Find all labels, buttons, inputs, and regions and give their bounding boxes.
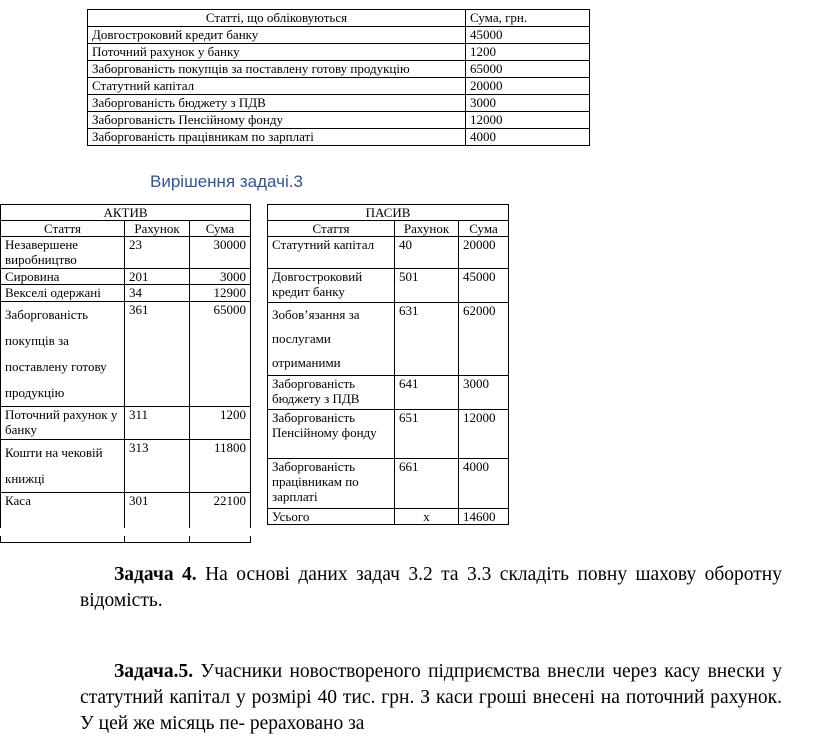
table-row	[88, 95, 590, 112]
liabilities-header-sum: Сума	[459, 221, 509, 237]
liabilities-header-row	[268, 221, 509, 237]
article-cell: Поточний рахунок у банку	[88, 44, 466, 61]
sum-cell: 65000	[466, 61, 590, 78]
liabilities-table	[267, 204, 509, 525]
liabilities-title: ПАСИВ	[268, 205, 509, 221]
article-cell: Заборгованість бюджету з ПДВ	[88, 95, 466, 112]
sum-cell: 62000	[459, 303, 509, 376]
sum-cell: 1200	[466, 44, 590, 61]
liabilities-header-article: Стаття	[268, 221, 395, 237]
account-cell: 301	[125, 493, 190, 543]
article-cell: Заборгованість покупців за поставлену готову продукцію	[88, 61, 466, 78]
article-cell: Заборгованість Пенсійному фонду	[88, 112, 466, 129]
table-row	[1, 237, 251, 269]
article-cell: Незавершене виробництво	[1, 237, 125, 269]
sum-cell: 30000	[190, 237, 251, 269]
article-cell: Поточний рахунок у банку	[1, 407, 125, 440]
sum-cell: 14600	[459, 509, 509, 525]
accounts-table-header	[88, 10, 590, 27]
liabilities-title-row	[268, 205, 509, 221]
article-cell: Довгостроковий кредит банку	[88, 27, 466, 44]
sum-cell: 12900	[190, 285, 251, 302]
assets-header-row	[1, 221, 251, 237]
assets-title: АКТИВ	[1, 205, 251, 221]
article-cell: Заборгованість працівникам по зарплаті	[268, 459, 395, 509]
task-4-text: На основі даних задач 3.2 та 3.3 складіть повну шахову оборотну відомість.	[80, 564, 782, 611]
table-row	[268, 269, 509, 303]
account-cell: 311	[125, 407, 190, 440]
account-cell: 201	[125, 269, 190, 285]
sum-cell: 12000	[459, 410, 509, 459]
account-cell: 501	[395, 269, 459, 303]
table-row	[268, 509, 509, 525]
sum-cell: 45000	[466, 27, 590, 44]
table-row	[1, 407, 251, 440]
task-4-paragraph	[80, 562, 782, 614]
liabilities-header-account: Рахунок	[395, 221, 459, 237]
table-row	[1, 440, 251, 493]
table-row	[268, 459, 509, 509]
account-cell: 631	[395, 303, 459, 376]
account-cell: 361	[125, 302, 190, 407]
account-cell: 313	[125, 440, 190, 493]
sum-cell: 22100	[190, 493, 251, 543]
task-5-label: Задача.5.	[114, 661, 194, 682]
accounts-header-sum: Сума, грн.	[466, 10, 590, 27]
article-cell: Зобов’язання за послугами отриманими	[268, 303, 395, 376]
sum-cell: 20000	[466, 78, 590, 95]
table-row	[88, 27, 590, 44]
assets-header-account: Рахунок	[125, 221, 190, 237]
account-cell: 661	[395, 459, 459, 509]
task-4-label: Задача 4.	[114, 564, 197, 585]
accounts-header-article: Статті, що обліковуються	[88, 10, 466, 27]
table-row	[88, 129, 590, 146]
table-row	[88, 112, 590, 129]
sum-cell: 3000	[459, 376, 509, 410]
article-cell: Заборгованість бюджету з ПДВ	[268, 376, 395, 410]
table-row	[1, 269, 251, 285]
account-cell: 34	[125, 285, 190, 302]
article-cell: Довгостроковий кредит банку	[268, 269, 395, 303]
article-cell: Заборгованість покупців за поставлену готову продукцію	[1, 302, 125, 407]
article-cell: Заборгованість Пенсійному фонду	[268, 410, 395, 459]
table-row	[88, 44, 590, 61]
page-gap	[0, 528, 816, 536]
assets-header-sum: Сума	[190, 221, 251, 237]
table-row	[1, 302, 251, 407]
sum-cell: 1200	[190, 407, 251, 440]
article-cell: Сировина	[1, 269, 125, 285]
assets-table	[0, 204, 251, 543]
article-cell: Усього	[268, 509, 395, 525]
article-cell: Статутний капітал	[88, 78, 466, 95]
table-row	[88, 61, 590, 78]
table-row	[88, 78, 590, 95]
table-row	[268, 376, 509, 410]
article-cell: Кошти на чековій книжці	[1, 440, 125, 493]
account-cell: 40	[395, 237, 459, 269]
table-row	[268, 237, 509, 269]
section-heading: Вирішення задачі.3	[150, 172, 303, 191]
account-cell: 641	[395, 376, 459, 410]
table-row	[268, 410, 509, 459]
accounts-table	[87, 9, 590, 146]
sum-cell: 45000	[459, 269, 509, 303]
task-5-text: Учасники новоствореного підприємства внесли через касу внески у статутний капітал у розмірі 40 тис. грн. З каси гроші внесені на поточний рахунок. У цей же місяць пе- рераховано за	[80, 661, 782, 734]
sum-cell: 65000	[190, 302, 251, 407]
article-cell: Каса	[1, 493, 125, 543]
sum-cell: 20000	[459, 237, 509, 269]
assets-header-article: Стаття	[1, 221, 125, 237]
sum-cell: 11800	[190, 440, 251, 493]
table-row	[1, 285, 251, 302]
assets-title-row	[1, 205, 251, 221]
table-row	[268, 303, 509, 376]
sum-cell: 12000	[466, 112, 590, 129]
sum-cell: 3000	[466, 95, 590, 112]
article-cell: Векселі одержані	[1, 285, 125, 302]
article-cell: Статутний капітал	[268, 237, 395, 269]
article-cell: Заборгованість працівникам по зарплаті	[88, 129, 466, 146]
task-5-paragraph	[80, 659, 782, 737]
account-cell: 651	[395, 410, 459, 459]
sum-cell: 4000	[459, 459, 509, 509]
sum-cell: 4000	[466, 129, 590, 146]
sum-cell: 3000	[190, 269, 251, 285]
account-cell: х	[395, 509, 459, 525]
account-cell: 23	[125, 237, 190, 269]
